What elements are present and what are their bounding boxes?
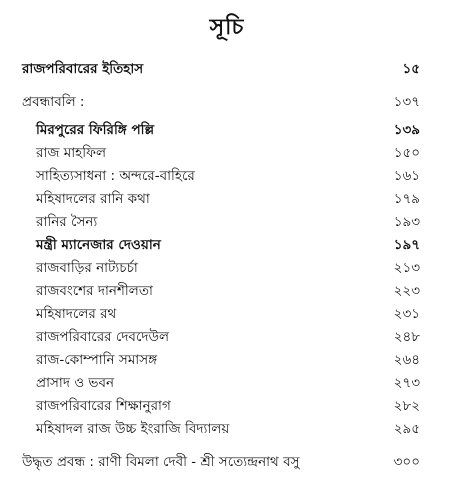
toc-entry-page: ২৪৮ [393, 329, 420, 345]
toc-entry-page: ১৩৭ [393, 94, 420, 110]
toc-entry [0, 326, 454, 348]
toc-entry [0, 188, 454, 210]
toc-entry-label: রাজপরিবারের ইতিহাস [22, 61, 144, 77]
toc-entry-label: রাজ মাহফিল [36, 145, 107, 161]
toc-entry-page: ২২৩ [393, 283, 420, 299]
toc-entry-history [0, 58, 454, 80]
toc-entry-label: মহিষাদলের রথ [36, 306, 117, 322]
toc-entry-label: মিরপুরের ফিরিঙ্গি পল্লি [36, 122, 155, 138]
toc-entry-page: ২১৩ [393, 260, 420, 276]
toc-entry-label: মহিষাদলের রানি কথা [36, 191, 150, 207]
toc-entry-page: ২৮২ [393, 398, 420, 414]
toc-entry-page: ৩০০ [393, 454, 420, 470]
toc-entry-label: রানির সৈন্য [36, 214, 98, 230]
toc-entry [0, 257, 454, 279]
toc-entry-page: ১৭৯ [393, 191, 420, 207]
toc-entry-page: ২৯৫ [393, 421, 420, 437]
toc-entry-page: ১৬১ [393, 168, 420, 184]
toc-entry-page: ১৯৭ [393, 237, 420, 253]
toc-entry [0, 211, 454, 233]
toc-entry [0, 395, 454, 417]
toc-entry [0, 280, 454, 302]
page-title: সূচি [209, 15, 245, 40]
toc-entry [0, 165, 454, 187]
toc-entry-page: ১৫০ [393, 145, 420, 161]
toc-entry-label: উদ্ধৃত প্রবন্ধ : রাণী বিমলা দেবী - শ্রী সত্যেন্দ্রনাথ বসু [22, 454, 300, 470]
toc-entry-label: রাজপরিবারের দেবদেউল [36, 329, 170, 345]
toc-entry [0, 142, 454, 164]
toc-entry-page: ২৭৩ [393, 375, 420, 391]
toc-entry [0, 372, 454, 394]
toc-entry [0, 234, 454, 256]
toc-entry [0, 418, 454, 440]
toc-entry [0, 119, 454, 141]
toc-entry-page: ১৯৩ [393, 214, 420, 230]
toc-entry-page: ২৩১ [393, 306, 420, 322]
toc-entry-label: মহিষাদল রাজ উচ্চ ইংরাজি বিদ্যালয় [36, 421, 230, 437]
toc-entry [0, 349, 454, 371]
toc-entry-label: রাজবংশের দানশীলতা [36, 283, 153, 299]
toc-entry-page: ১৫ [402, 61, 420, 77]
toc-entry-label: মন্ত্রী ম্যানেজার দেওয়ান [36, 237, 161, 253]
toc-entry-label: প্রবন্ধাবলি : [22, 94, 85, 110]
toc-entry-label: রাজবাড়ির নাট্যচর্চা [36, 260, 138, 276]
toc-entry-quoted-essay [0, 451, 454, 473]
toc-entry-label: রাজপরিবারের শিক্ষানুরাগ [36, 398, 171, 414]
toc-entry-label: সাহিত্যসাধনা : অন্দরে-বাহিরে [36, 168, 195, 184]
toc-entry-label: প্রাসাদ ও ভবন [36, 375, 115, 391]
toc-entry-label: রাজ-কোম্পানি সমাসঙ্গ [36, 352, 158, 368]
toc-entry [0, 303, 454, 325]
toc-entry-page: ১৩৯ [393, 122, 420, 138]
toc-entry-essays [0, 91, 454, 113]
toc-entry-page: ২৬৪ [393, 352, 420, 368]
